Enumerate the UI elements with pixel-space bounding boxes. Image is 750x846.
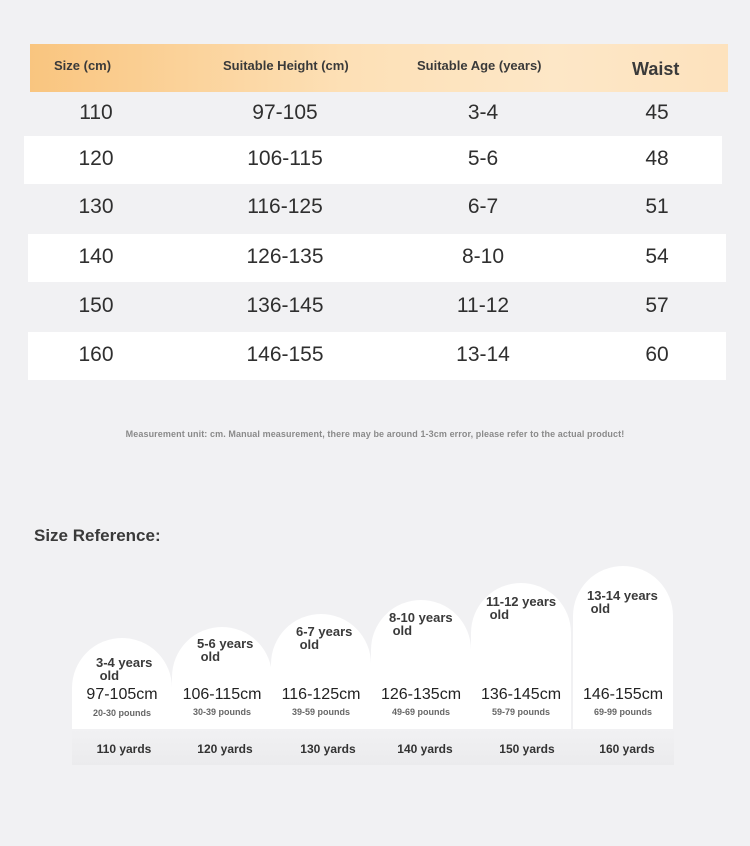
table-row (30, 90, 728, 138)
table-row (30, 283, 728, 331)
size-reference-card (271, 614, 371, 729)
card-size-label: 140 yards (397, 742, 453, 756)
header-waist: Waist (632, 59, 680, 79)
cell-age: 8-10 (461, 245, 505, 268)
table-row (28, 332, 726, 380)
cell-size: 160 (78, 343, 114, 366)
size-reference-card (371, 600, 471, 729)
cell-size: 150 (78, 294, 114, 317)
cell-height: 126-135 (246, 245, 324, 268)
cell-waist: 54 (645, 245, 669, 268)
table-row (30, 184, 728, 232)
cell-age: 13-14 (456, 343, 510, 366)
card-height: 136-145cm (480, 686, 562, 703)
card-height: 146-155cm (582, 686, 664, 703)
size-reference-title: Size Reference: (34, 526, 161, 545)
cell-waist: 60 (645, 343, 669, 366)
card-age: 11-12 years old (486, 594, 557, 622)
card-size-label: 160 yards (599, 742, 655, 756)
reference-base-band (72, 729, 674, 765)
cell-waist: 45 (645, 101, 669, 124)
card-age: 13-14 years old (587, 588, 658, 616)
cell-size: 120 (78, 147, 114, 170)
card-size-label: 120 yards (197, 742, 253, 756)
card-age: 5-6 years old (197, 636, 254, 664)
cell-height: 106-115 (247, 147, 323, 170)
card-weight: 20-30 pounds (92, 708, 151, 718)
size-reference-card (172, 627, 272, 729)
measurement-note: Measurement unit: cm. Manual measurement, there may be around 1-3cm error, please refer to the actual product! (125, 429, 625, 439)
card-weight: 30-39 pounds (192, 707, 251, 717)
card-size-label: 150 yards (499, 742, 555, 756)
card-size-label: 110 yards (96, 742, 152, 756)
card-height: 97-105cm (86, 686, 158, 703)
cell-height: 116-125 (247, 195, 323, 218)
cell-size: 140 (78, 245, 114, 268)
cell-waist: 51 (645, 195, 669, 218)
cell-size: 130 (78, 195, 114, 218)
header-age: Suitable Age (years) (417, 58, 542, 73)
header-size: Size (cm) (54, 58, 112, 73)
cell-age: 5-6 (467, 147, 499, 170)
table-row (28, 234, 726, 282)
card-weight: 39-59 pounds (291, 707, 350, 717)
card-size-label: 130 yards (300, 742, 356, 756)
cell-age: 6-7 (467, 195, 499, 218)
header-height: Suitable Height (cm) (223, 58, 349, 73)
card-weight: 69-99 pounds (593, 707, 652, 717)
size-table-header (30, 44, 728, 92)
card-height: 106-115cm (182, 686, 262, 703)
card-age: 8-10 years old (389, 610, 453, 638)
cell-waist: 48 (645, 147, 669, 170)
size-reference-card (573, 566, 673, 729)
table-row (24, 136, 722, 184)
cell-age: 3-4 (467, 101, 499, 124)
card-height: 116-125cm (281, 686, 361, 703)
card-height: 126-135cm (380, 686, 462, 703)
size-reference-card (72, 638, 172, 729)
card-age: 6-7 years old (296, 624, 353, 652)
card-age: 3-4 years old (96, 655, 153, 683)
card-weight: 59-79 pounds (491, 707, 550, 717)
cell-size: 110 (79, 101, 113, 124)
cell-height: 146-155 (246, 343, 324, 366)
card-weight: 49-69 pounds (391, 707, 450, 717)
size-reference-card (471, 583, 571, 729)
cell-waist: 57 (645, 294, 669, 317)
cell-height: 136-145 (246, 294, 324, 317)
cell-height: 97-105 (252, 101, 318, 124)
cell-age: 11-12 (456, 294, 510, 317)
